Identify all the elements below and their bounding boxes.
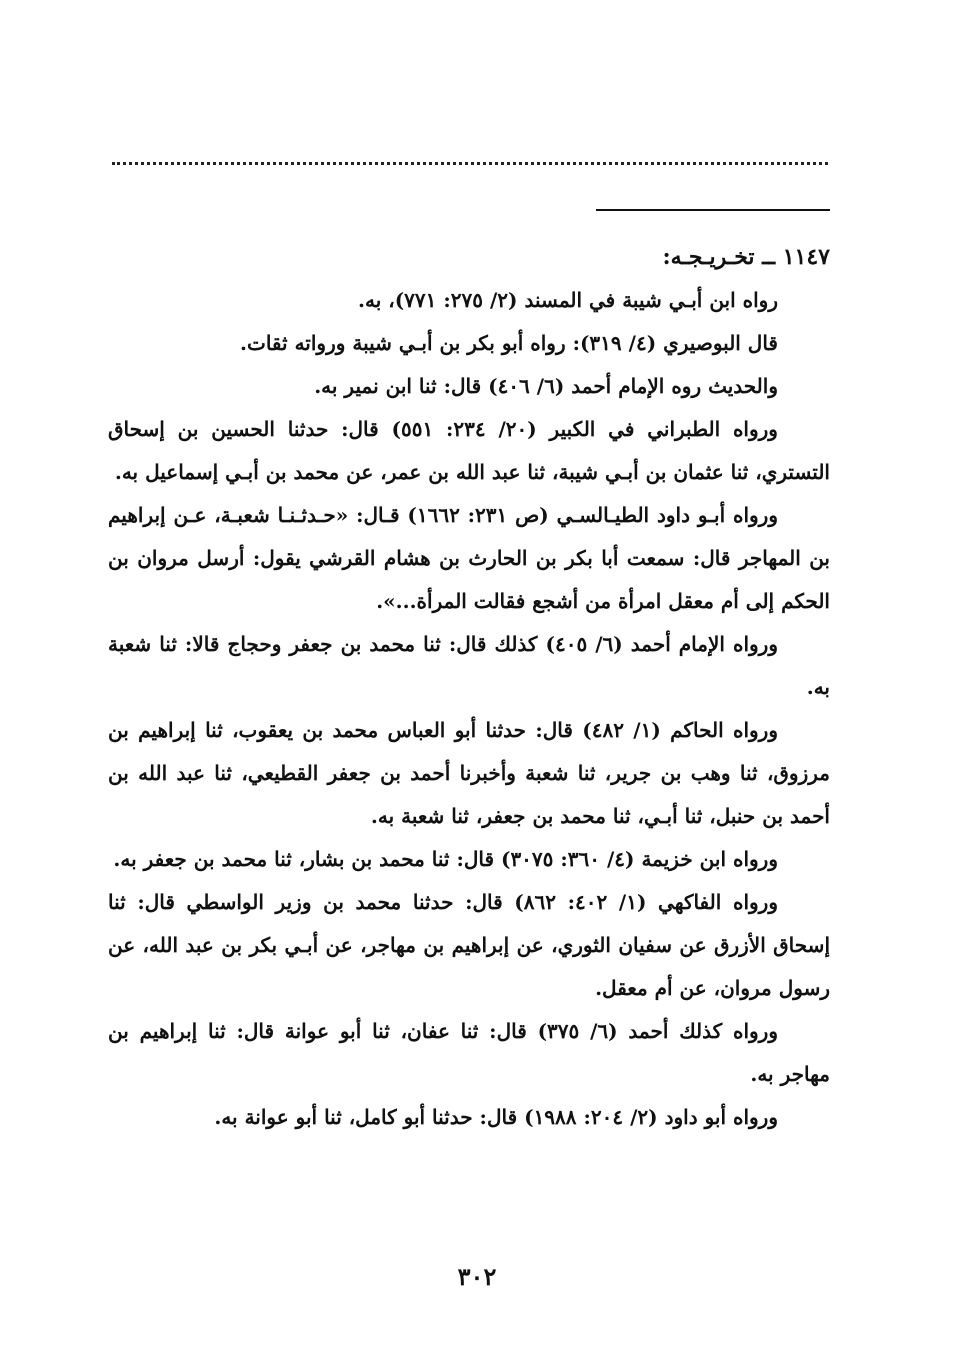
- paragraph: ورواه الطبراني في الكبير (٢٠/ ٢٣٤: ٥٥١) قال: حدثنا الحسين بن إسحاق التستري، ثنا عثمان بن أبـي شيبة، ثنا عبد الله بن عمر، عن محمد بن أبـي إسماعيل به.: [108, 417, 830, 484]
- paragraph: قال البوصيري (٤/ ٣١٩): رواه أبو بكر بن أبـي شيبة ورواته ثقات.: [240, 331, 778, 355]
- takhrij-heading: ١١٤٧ ــ تخـريـجـه:: [662, 244, 830, 270]
- paragraph: رواه ابن أبـي شيبة في المسند (٢/ ٢٧٥: ٧٧١)، به.: [358, 288, 778, 312]
- paragraph: ورواه كذلك أحمد (٦/ ٣٧٥) قال: ثنا عفان، ثنا أبو عوانة قال: ثنا إبراهيم بن مهاجر به.: [108, 1019, 830, 1086]
- paragraph: ورواه الإمام أحمد (٦/ ٤٠٥) كذلك قال: ثنا محمد بن جعفر وحجاج قالا: ثنا شعبة به.: [108, 632, 830, 699]
- footnote-rule: [596, 209, 830, 211]
- footnote-content: [108, 236, 830, 1139]
- page-number: ٣٠٢: [457, 1262, 497, 1291]
- paragraph: ورواه ابن خزيمة (٤/ ٣٦٠: ٣٠٧٥) قال: ثنا محمد بن بشار، ثنا محمد بن جعفر به.: [113, 847, 778, 871]
- paragraph: ورواه الفاكهي (١/ ٤٠٢: ٨٦٢) قال: حدثنا محمد بن وزير الواسطي قال: ثنا إسحاق الأزرق عن سفيان الثوري، عن إبراهيم بن مهاجر، عن أبـي بكر بن عبد الله، عن رسول مروان، عن أم معقل.: [108, 890, 831, 1000]
- paragraph: والحديث روه الإمام أحمد (٦/ ٤٠٦) قال: ثنا ابن نمير به.: [314, 374, 778, 398]
- paragraph: ورواه الحاكم (١/ ٤٨٢) قال: حدثنا أبو العباس محمد بن يعقوب، ثنا إبراهيم بن مرزوق، ثنا وهب بن جرير، ثنا شعبة وأخبرنا أحمد بن جعفر القطيعي، ثنا عبد الله بن أحمد بن حنبل، ثنا أبـي، ثنا محمد بن جعفر، ثنا شعبة به.: [108, 718, 830, 828]
- paragraph: ورواه أبـو داود الطيـالسـي (ص ٢٣١: ١٦٦٢) قـال: «حـدثـنـا شعبـة، عـن إبراهيم بن المهاجر قال: سمعت أبا بكر بن الحارث بن هشام القرشي يقول: أرسل مروان بن الحكم إلى أم معقل امرأة من أشجع فقالت المرأة...».: [108, 503, 830, 613]
- paragraph: ورواه أبو داود (٢/ ٢٠٤: ١٩٨٨) قال: حدثنا أبو كامل، ثنا أبو عوانة به.: [214, 1105, 778, 1129]
- dotted-separator: [112, 162, 828, 165]
